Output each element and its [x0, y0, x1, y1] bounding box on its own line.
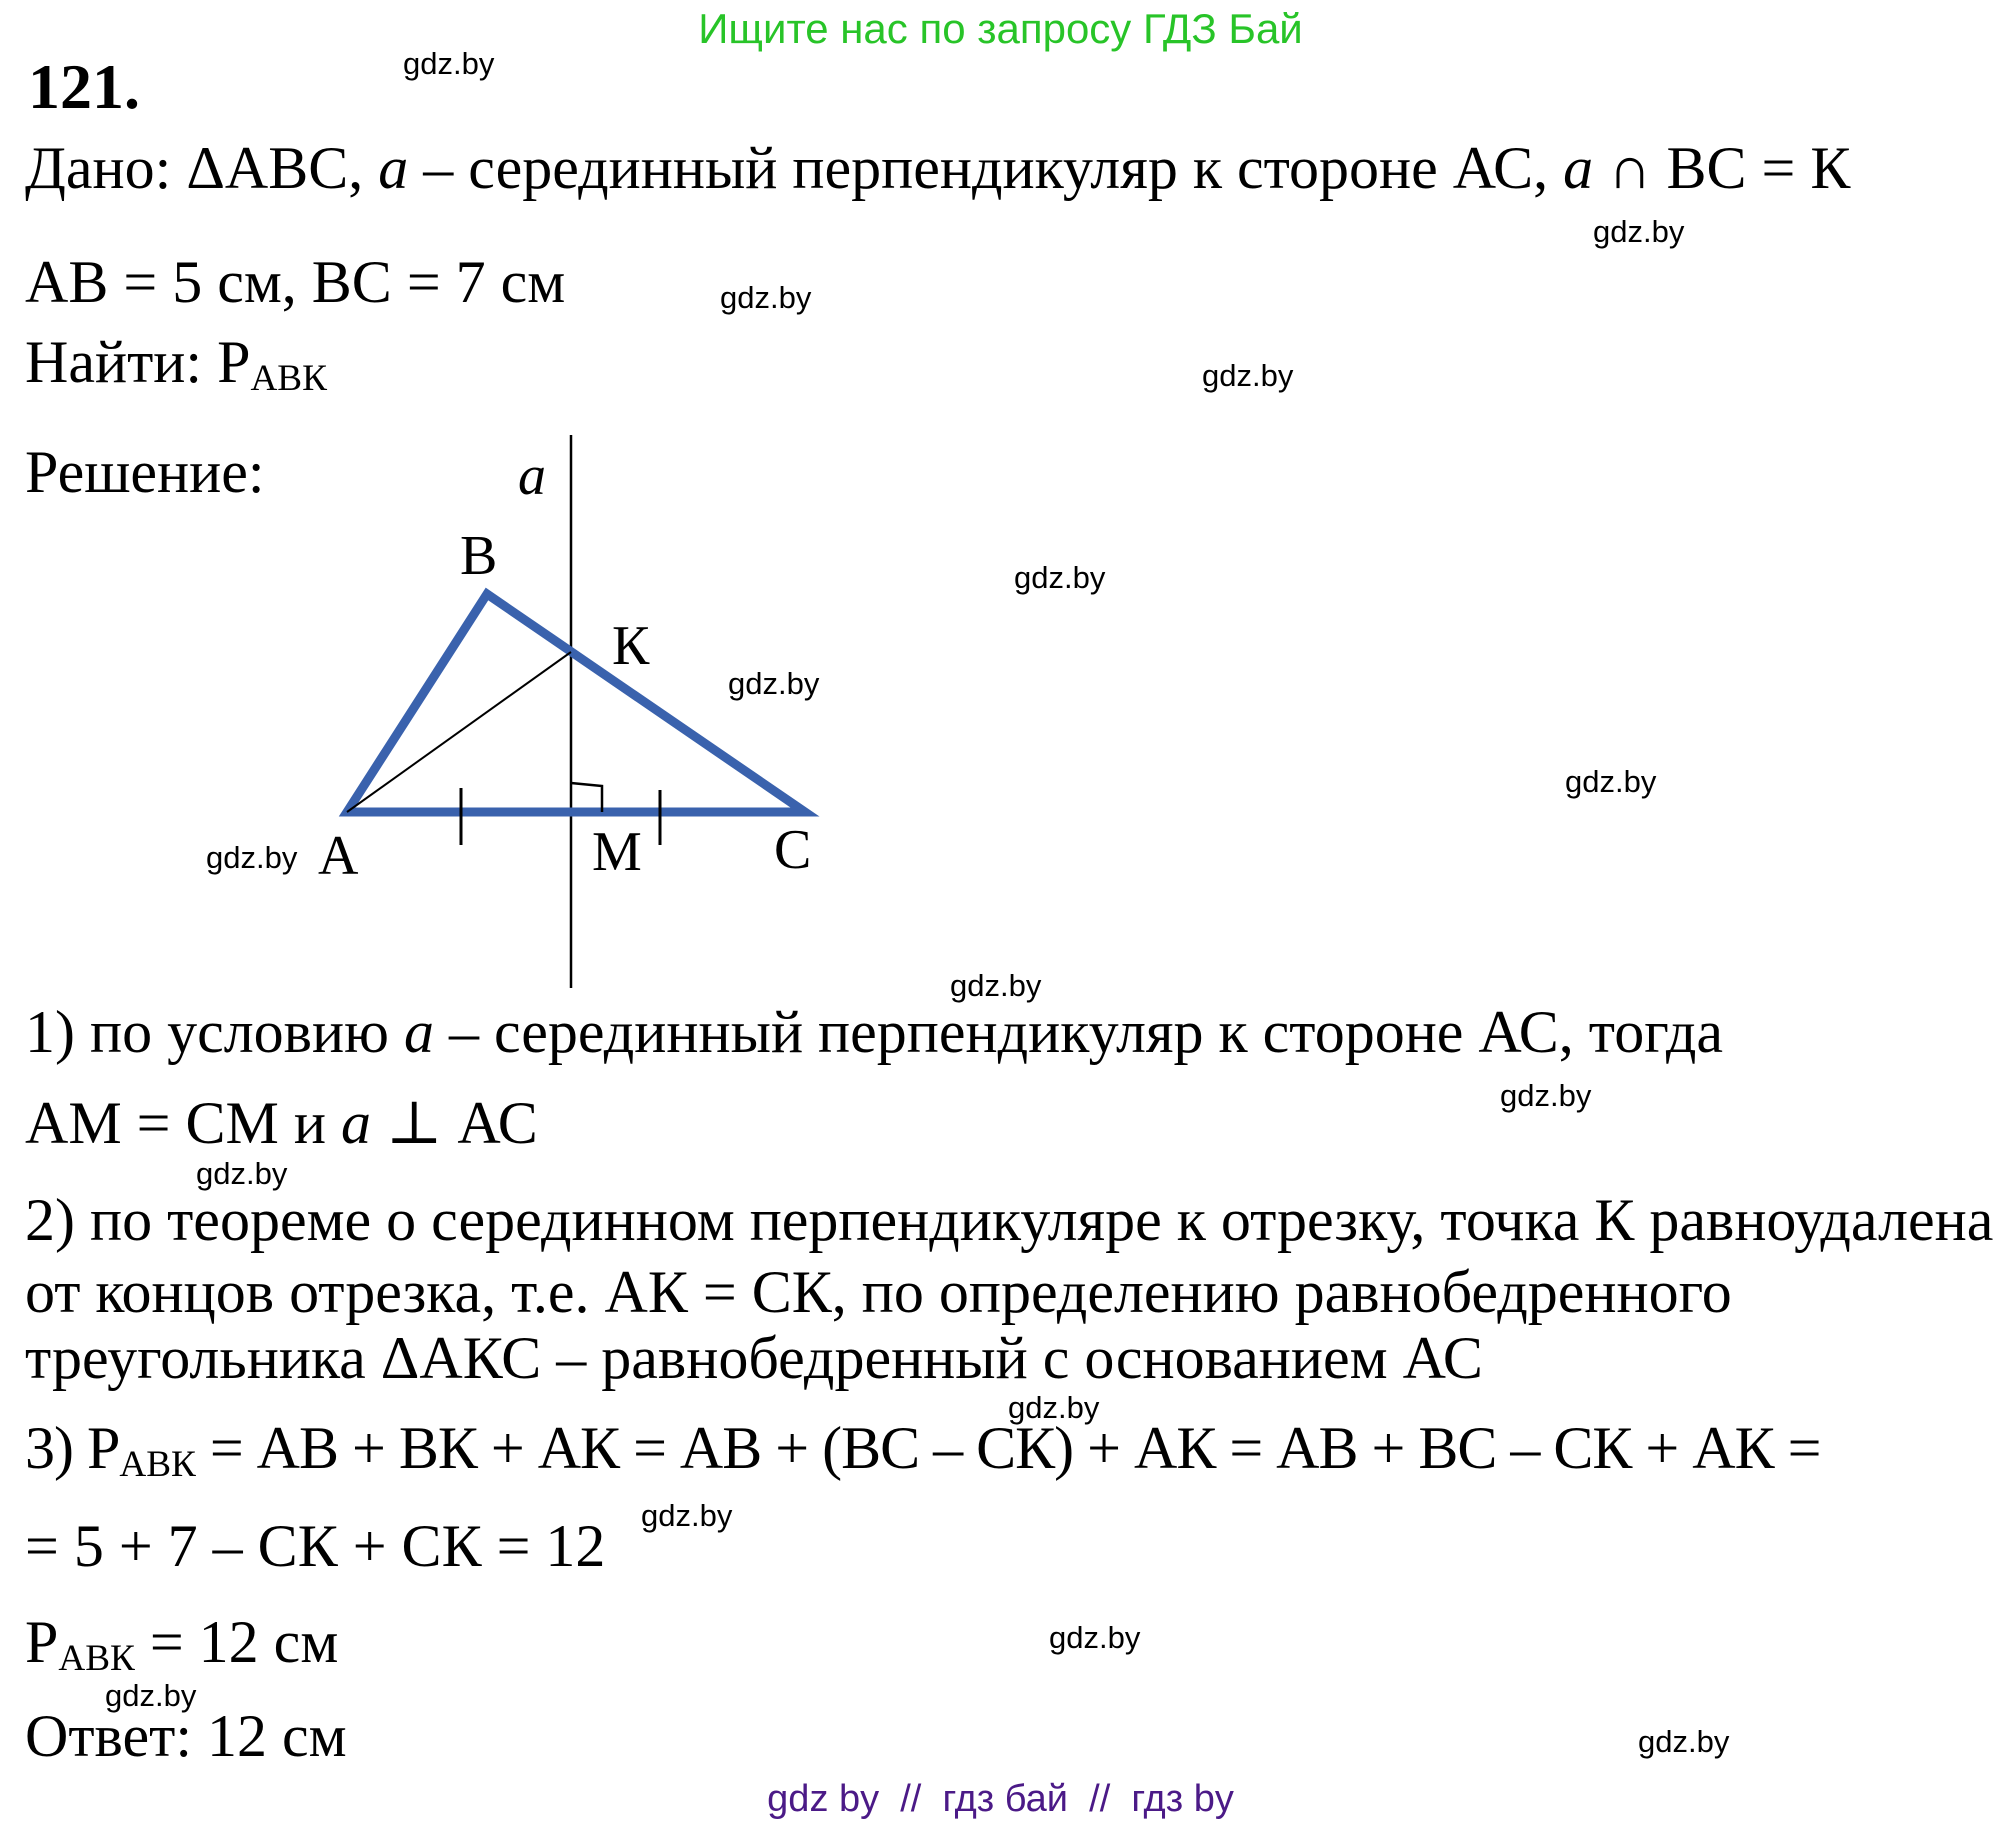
- label-line-a: a: [518, 445, 546, 507]
- watermark-gdz-by: gdz.by: [728, 666, 820, 701]
- step-text-part: = 12 см: [134, 1609, 339, 1675]
- step-text-part: Р: [25, 1609, 59, 1675]
- step-text-part: 3) Р: [25, 1415, 120, 1481]
- solution-step-1b: [25, 1088, 538, 1158]
- geometry-diagram: [150, 430, 870, 1000]
- problem-number: 121.: [28, 51, 140, 122]
- line-a-symbol: a: [341, 1090, 371, 1156]
- watermark-gdz-by: gdz.by: [1593, 214, 1685, 249]
- step-text-part: – серединный перпендикуляр к стороне АС, тогда: [433, 999, 1723, 1065]
- watermark-gdz-by: gdz.by: [1202, 358, 1294, 393]
- watermark-gdz-by: gdz.by: [1565, 764, 1657, 799]
- watermark-gdz-by: gdz.by: [641, 1498, 733, 1533]
- perimeter-subscript: АВК: [250, 358, 327, 400]
- promo-header: Ищите нас по запросу ГДЗ Бай: [698, 5, 1303, 52]
- label-vertex-a: А: [318, 825, 359, 887]
- given-text-part: ∩ ВС = К: [1593, 135, 1851, 201]
- watermark-gdz-by: gdz.by: [403, 46, 495, 81]
- label-vertex-c: С: [774, 819, 812, 881]
- solution-step-2: 2) по теореме о серединном перпендикуляре к отрезку, точка К равноудалена: [25, 1187, 1994, 1253]
- given-text-part: Дано: ΔАВС,: [25, 135, 379, 201]
- step-text-part: АМ = СМ и: [25, 1090, 341, 1156]
- solution-step-2c: треугольника ΔАКС – равнобедренный с основанием АС: [25, 1325, 1483, 1391]
- line-a-symbol: a: [378, 135, 409, 201]
- label-point-m: М: [592, 821, 642, 883]
- watermark-gdz-by: gdz.by: [1014, 560, 1106, 595]
- answer-line: Ответ: 12 см: [25, 1703, 347, 1769]
- find-line: [25, 328, 327, 400]
- solution-label: Решение:: [25, 439, 265, 505]
- solution-step-1: [25, 998, 1723, 1067]
- watermark-gdz-by: gdz.by: [1638, 1724, 1730, 1759]
- triangle-abc: [347, 594, 805, 812]
- segment-ak: [347, 652, 571, 812]
- step-text-part: = АВ + ВК + АК = АВ + (ВС – СК) + АК = АВ + ВС – СК + АК =: [195, 1415, 1821, 1481]
- solution-step-3: [25, 1414, 1820, 1486]
- watermark-gdz-by: gdz.by: [105, 1678, 197, 1713]
- step-text-part: 1) по условию: [25, 999, 404, 1065]
- find-text-part: Найти: Р: [25, 329, 251, 395]
- footer-site-links: gdz by // гдз бай // гдз by: [767, 1778, 1234, 1820]
- label-vertex-b: В: [460, 525, 498, 587]
- solution-step-2b: от концов отрезка, т.е. АК = СК, по определению равнобедренного: [25, 1259, 1732, 1325]
- watermark-gdz-by: gdz.by: [1008, 1390, 1100, 1425]
- label-point-k: К: [612, 615, 650, 677]
- given-line: [25, 134, 1850, 203]
- watermark-gdz-by: gdz.by: [1049, 1620, 1141, 1655]
- perimeter-subscript: АВК: [58, 1638, 135, 1680]
- perimeter-result: [25, 1608, 338, 1680]
- line-a-symbol: a: [403, 999, 434, 1065]
- line-a-symbol: a: [1563, 135, 1594, 201]
- watermark-gdz-by: gdz.by: [720, 280, 812, 315]
- given-text-part: – серединный перпендикуляр к стороне АС,: [408, 135, 1564, 201]
- solution-step-3b: = 5 + 7 – СК + СК = 12: [25, 1513, 606, 1579]
- perimeter-subscript: АВК: [119, 1444, 196, 1486]
- step-text-part: ⊥ АС: [371, 1090, 538, 1156]
- diagram-canvas: [150, 430, 870, 1000]
- sides-line: АВ = 5 см, ВС = 7 см: [25, 249, 566, 315]
- watermark-gdz-by: gdz.by: [950, 968, 1042, 1003]
- watermark-gdz-by: gdz.by: [1500, 1078, 1592, 1113]
- watermark-gdz-by: gdz.by: [196, 1156, 288, 1191]
- watermark-gdz-by: gdz.by: [206, 840, 298, 875]
